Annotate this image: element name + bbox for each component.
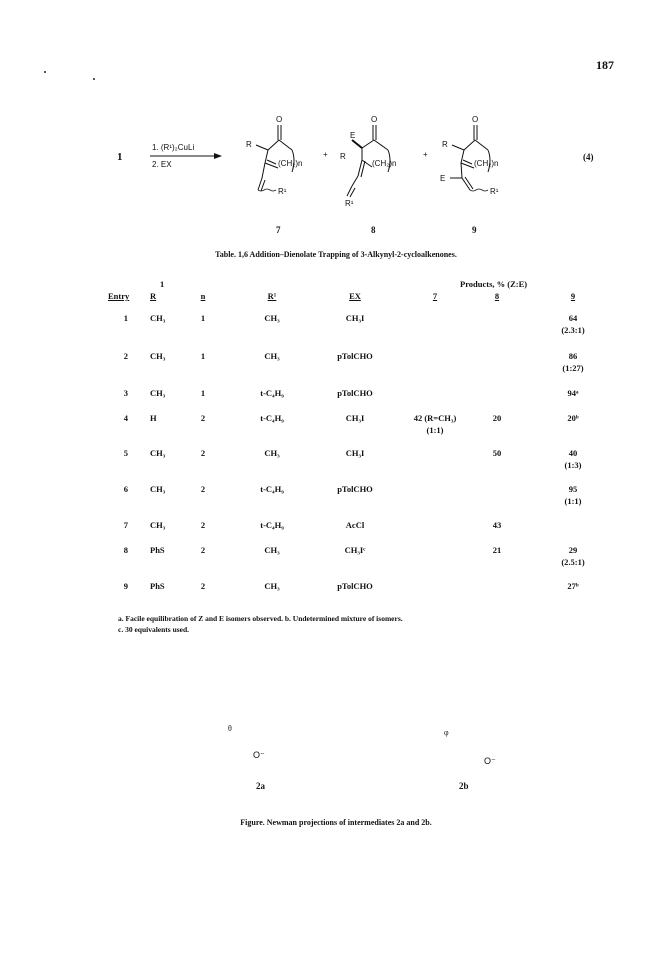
cell-product-9-ratio: (1:3): [564, 460, 582, 470]
cell-n: 2: [200, 448, 206, 458]
cell-product-9: 20ᵇ: [567, 413, 579, 423]
header-entry: Entry: [108, 291, 130, 301]
header-r: R: [150, 291, 157, 301]
cell-r1: CH₃: [264, 448, 280, 458]
cell-n: 1: [200, 313, 206, 323]
reactant-group-header: 1: [160, 279, 165, 289]
cell-entry: 9: [123, 581, 128, 591]
plus-sign: +: [423, 150, 428, 159]
cell-entry: 6: [123, 484, 128, 494]
cell-product-9: 95: [568, 484, 578, 494]
table-footnote: a. Facile equilibration of Z and E isomers observed. b. Undetermined mixture of isomers.: [118, 614, 403, 623]
reagent-1: 1. (R¹)₂CuLi: [152, 143, 195, 152]
cell-entry: 3: [123, 388, 128, 398]
cell-r1: CH₃: [264, 545, 280, 555]
atom-e-8: E: [350, 131, 356, 140]
cell-n: 2: [200, 520, 206, 530]
ring-label-9: (CH₂)n: [474, 159, 499, 168]
cell-r1: t-C₄H₉: [260, 388, 284, 398]
cell-ex: CH₃Iᶜ: [344, 545, 366, 555]
cell-r: CH₃: [150, 520, 166, 530]
cell-r: CH₃: [150, 388, 166, 398]
atom-oxygen-8: O: [371, 115, 378, 124]
cell-r: CH₃: [150, 448, 166, 458]
table-caption: Table. 1,6 Addition–Dienolate Trapping of 3-Alkynyl-2-cycloalkenones.: [215, 250, 457, 259]
atom-r1-9: R¹: [490, 187, 499, 196]
cell-ex: pTolCHO: [337, 351, 373, 361]
atom-r1-8: R¹: [345, 199, 354, 208]
products-group-header: Products, % (Z:E): [460, 279, 528, 289]
reactant-label: 1: [117, 151, 123, 163]
arrow-head: [214, 153, 222, 159]
cell-entry: 2: [123, 351, 128, 361]
ring-label-8: (CH₂)n: [372, 159, 397, 168]
cell-r1: CH₃: [264, 313, 280, 323]
cell-product-8: 50: [492, 448, 502, 458]
cell-r: CH₃: [150, 313, 166, 323]
reaction-scheme: [0, 0, 672, 240]
ring-label-7: (CH₂)n: [278, 159, 303, 168]
cell-r: CH₃: [150, 351, 166, 361]
cell-r1: t-C₄H₉: [260, 413, 284, 423]
equation-number: (4): [583, 152, 594, 162]
cell-entry: 1: [123, 313, 128, 323]
cell-product-9-ratio: (1:27): [562, 363, 584, 373]
cell-product-9: 64: [568, 313, 578, 323]
structure-9: [450, 125, 490, 191]
cell-ex: pTolCHO: [337, 388, 373, 398]
cell-n: 2: [200, 484, 206, 494]
figure-caption: Figure. Newman projections of intermediates 2a and 2b.: [240, 818, 432, 827]
cell-entry: 4: [123, 413, 128, 423]
cell-product-9-ratio: (2.3:1): [561, 325, 585, 335]
header-r1: R¹: [267, 291, 277, 301]
cell-r: PhS: [150, 581, 165, 591]
cell-product-7-ratio: (1:1): [426, 425, 444, 435]
cell-r1: CH₃: [264, 581, 280, 591]
cell-product-9: 40: [568, 448, 578, 458]
cell-r1: t-C₄H₉: [260, 484, 284, 494]
cell-ex: pTolCHO: [337, 581, 373, 591]
plus-sign: +: [323, 150, 328, 159]
cell-product-8: 21: [492, 545, 502, 555]
cell-r1: CH₃: [264, 351, 280, 361]
header-product-9: 9: [570, 291, 576, 301]
compound-label-9: 9: [472, 225, 477, 235]
cell-product-9-ratio: (2.5:1): [561, 557, 585, 567]
table-footnote: c. 30 equivalents used.: [118, 625, 190, 634]
cell-ex: CH₃I: [345, 413, 365, 423]
oxide-label-2b: O⁻: [484, 756, 496, 766]
cell-r: H: [150, 413, 157, 423]
cell-r: PhS: [150, 545, 165, 555]
oxide-label-2a: O⁻: [253, 750, 265, 760]
cell-product-9: 29: [568, 545, 578, 555]
cell-ex: pTolCHO: [337, 484, 373, 494]
cell-entry: 7: [123, 520, 128, 530]
cell-product-7: 42 (R=CH₃): [413, 413, 457, 423]
compound-label-7: 7: [276, 225, 281, 235]
compound-label-8: 8: [371, 225, 376, 235]
cell-n: 2: [200, 581, 206, 591]
atom-r-7: R: [246, 140, 252, 149]
reagent-2: 2. EX: [152, 160, 172, 169]
cell-ex: CH₃I: [345, 313, 365, 323]
atom-oxygen-7: O: [276, 115, 283, 124]
cell-product-9: 27ᵇ: [567, 581, 579, 591]
atom-r1-7: R¹: [278, 187, 287, 196]
angle-phi-label: φ: [444, 728, 449, 737]
cell-n: 1: [200, 351, 206, 361]
cell-product-8: 20: [492, 413, 502, 423]
structure-7: [256, 125, 294, 191]
header-n: n: [200, 291, 206, 301]
figure-label-2b: 2b: [459, 781, 469, 791]
cell-product-9: 86: [568, 351, 578, 361]
header-product-8: 8: [494, 291, 500, 301]
atom-r-9: R: [442, 140, 448, 149]
cell-r1: t-C₄H₉: [260, 520, 284, 530]
header-ex: EX: [349, 291, 361, 301]
cell-entry: 8: [123, 545, 128, 555]
cell-ex: AcCl: [345, 520, 365, 530]
cell-product-9: 94ᵃ: [567, 388, 579, 398]
page-number: 187: [596, 58, 614, 72]
cell-entry: 5: [123, 448, 128, 458]
cell-r: CH₃: [150, 484, 166, 494]
header-product-7: 7: [432, 291, 438, 301]
atom-e-9: E: [440, 174, 446, 183]
cell-n: 2: [200, 545, 206, 555]
cell-ex: CH₃I: [345, 448, 365, 458]
cell-n: 1: [200, 388, 206, 398]
atom-oxygen-9: O: [472, 115, 479, 124]
cell-product-9-ratio: (1:1): [564, 496, 582, 506]
angle-theta-label: θ: [228, 724, 232, 733]
cell-product-8: 43: [492, 520, 502, 530]
figure-label-2a: 2a: [256, 781, 265, 791]
atom-r-8: R: [340, 152, 346, 161]
cell-n: 2: [200, 413, 206, 423]
